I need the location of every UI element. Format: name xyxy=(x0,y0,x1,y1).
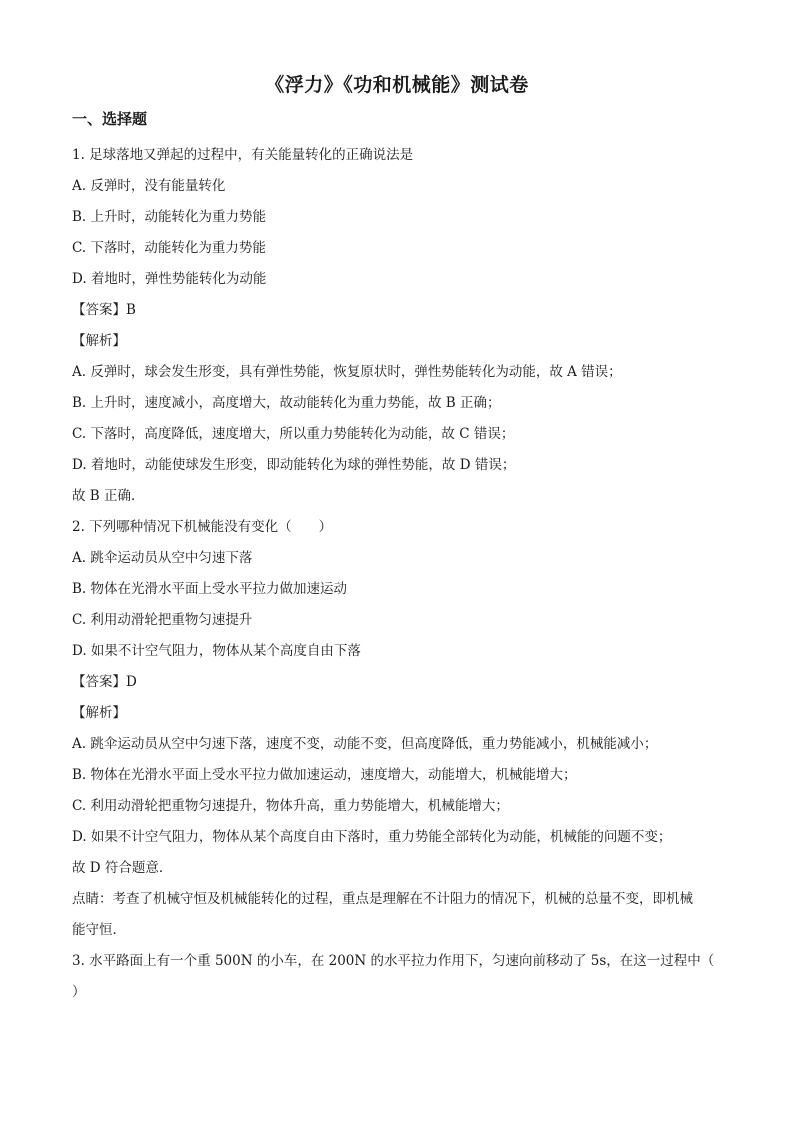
question-2-option-d: D. 如果不计空气阻力，物体从某个高度自由下落 xyxy=(72,643,361,659)
document-title: 《浮力》《功和机械能》测试卷 xyxy=(265,74,529,96)
question-1-stem: 1. 足球落地又弹起的过程中，有关能量转化的正确说法是 xyxy=(72,147,414,163)
question-2-option-b: B. 物体在光滑水平面上受水平拉力做加速运动 xyxy=(72,581,348,597)
question-3-stem-line-1: 3. 水平路面上有一个重 500N 的小车，在 200N 的水平拉力作用下，匀速向前移动了 5s，在这一过程中（ xyxy=(72,953,715,969)
question-2-answer: 【答案】D xyxy=(72,674,137,690)
question-1-option-b: B. 上升时，动能转化为重力势能 xyxy=(72,209,267,225)
question-2-option-a: A. 跳伞运动员从空中匀速下落 xyxy=(72,550,253,566)
question-2-option-c: C. 利用动滑轮把重物匀速提升 xyxy=(72,612,253,628)
question-3-stem-line-2: ） xyxy=(72,984,86,1000)
question-1-option-c: C. 下落时，动能转化为重力势能 xyxy=(72,240,266,256)
question-1-conclusion: 故 B 正确． xyxy=(72,488,145,504)
question-1-analysis-c: C. 下落时，高度降低，速度增大，所以重力势能转化为动能，故 C 错误； xyxy=(72,426,515,442)
question-1-analysis-a: A. 反弹时，球会发生形变，具有弹性势能，恢复原状时，弹性势能转化为动能，故 A 错误； xyxy=(72,364,622,380)
section-heading: 一、选择题 xyxy=(72,110,148,128)
document-body xyxy=(72,140,722,1008)
question-2-comment-line-1: 点睛：考查了机械守恒及机械能转化的过程，重点是理解在不计阻力的情况下，机械的总量不变，即机械 xyxy=(72,891,693,907)
question-2-analysis-c: C. 利用动滑轮把重物匀速提升，物体升高，重力势能增大，机械能增大； xyxy=(72,798,509,814)
question-1-option-a: A. 反弹时，没有能量转化 xyxy=(72,178,226,194)
question-1-analysis-b: B. 上升时，速度减小，高度增大，故动能转化为重力势能，故 B 正确； xyxy=(72,395,501,411)
question-1-answer: 【答案】B xyxy=(72,302,136,318)
question-2-analysis-b: B. 物体在光滑水平面上受水平拉力做加速运动，速度增大，动能增大，机械能增大； xyxy=(72,767,577,783)
question-2-analysis-label: 【解析】 xyxy=(72,705,126,721)
question-1-analysis-d: D. 着地时，动能使球发生形变，即动能转化为球的弹性势能，故 D 错误； xyxy=(72,457,516,473)
question-2-comment-line-2: 能守恒． xyxy=(72,922,126,938)
question-2-analysis-d: D. 如果不计空气阻力，物体从某个高度自由下落时，重力势能全部转化为动能，机械能的问题不变； xyxy=(72,829,672,845)
question-1-option-d: D. 着地时，弹性势能转化为动能 xyxy=(72,271,267,287)
question-2-analysis-a: A. 跳伞运动员从空中匀速下落，速度不变，动能不变，但高度降低，重力势能减小，机械能减小； xyxy=(72,736,658,752)
question-1-analysis-label: 【解析】 xyxy=(72,333,126,349)
question-2-stem: 2. 下列哪种情况下机械能没有变化（ ） xyxy=(72,519,333,535)
question-2-conclusion: 故 D 符合题意． xyxy=(72,860,173,876)
